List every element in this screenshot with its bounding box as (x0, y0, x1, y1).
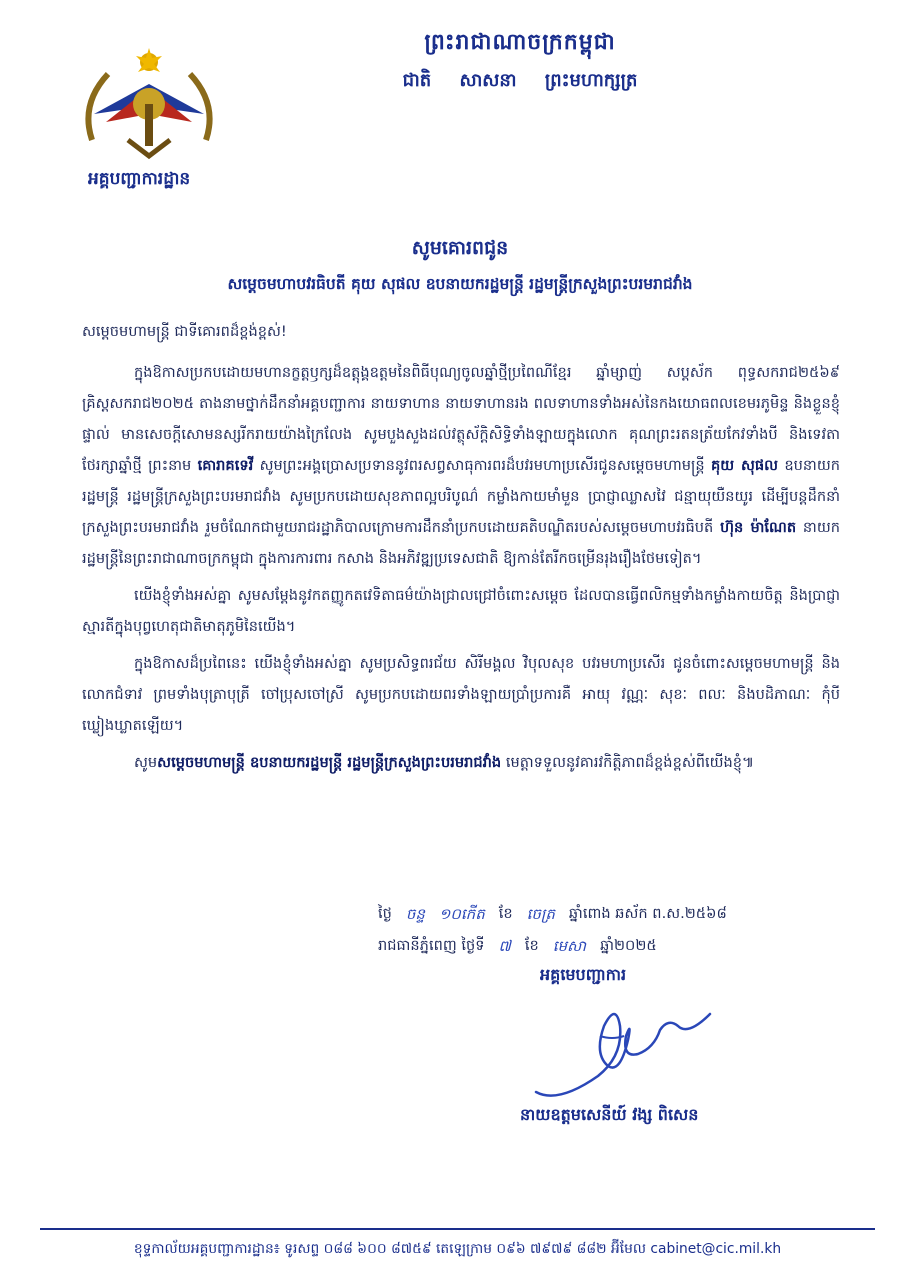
solar-month: មេសា (552, 937, 587, 955)
solar-year: ឆ្នាំ២០២៥ (600, 937, 657, 954)
recipient-block (80, 236, 840, 297)
letter-body (82, 316, 840, 784)
military-emblem-logo (78, 44, 220, 166)
p1-text-b: សូមព្រះអង្គប្រោសប្រទាននូវពរសព្វសាធុការពរដ៏បវរមហាប្រសើរជូនសម្តេចមហាមន្ត្រី (253, 457, 711, 474)
salutation: សម្តេចមហាមន្ត្រី ជាទីគោរពដ៏ខ្ពង់ខ្ពស់! (82, 323, 287, 340)
handwritten-signature (528, 996, 718, 1106)
signer-name: នាយឧត្តមសេនីយ៍ វង្ស ពិសេន (520, 1105, 699, 1124)
lunar-year: ឆ្នាំពោង ឆស័ក ព.ស.២៥៦៨ (568, 905, 727, 922)
month-prefix: ខែ (524, 937, 539, 954)
national-motto-block (300, 28, 740, 95)
paragraph-2: យើងខ្ញុំទាំងអស់គ្នា សូមសម្តែងនូវកតញ្ញូកតវេទិតាធម៌យ៉ាងជ្រាលជ្រៅចំពោះសម្តេច ដែលបានធ្វើពលិកម្មទាំងកម្លាំងកាយចិត្ត និងប្រាជ្ញាស្មារតីក្នុងបុព្វហេតុជាតិមាតុភូមិនៃយើង។ (82, 587, 840, 635)
solar-date-row (378, 930, 848, 962)
p1-text-a: ក្នុងឱកាសប្រកបដោយមហានក្ខត្តឫក្សដ៏ឧត្តុង្គឧត្តមនៃពិធីបុណ្យចូលឆ្នាំថ្មីប្រពៃណីខ្មែរ ឆ្នាំម្សាញ់ សប្តស័ក ពុទ្ធសករាជ២៥៦៩ គ្រិស្តសករាជ២០២៥ តាងនាមថ្នាក់ដឹកនាំអគ្គបញ្ជាការ នាយទាហាន នាយទាហានរង ពលទាហានទាំងអស់នៃកងយោធពលខេមរភូមិន្ទ និងខ្លួនខ្ញុំផ្ទាល់ មានសេចក្តីសោមនស្សរីករាយយ៉ាងក្រៃលែង សូមបួងសួងដល់វត្ថុស័ក្តិសិទ្ធិទាំងឡាយក្នុងលោក គុណព្រះរតនត្រ័យកែវទាំងបី និងទេវតាថែរក្សាឆ្នាំថ្មី ព្រះនាម (82, 364, 840, 474)
lunar-day: ចន្ទ (405, 905, 425, 923)
organization-name: អគ្គបញ្ជាការដ្ឋាន (88, 169, 191, 189)
footer-contact: ខុទ្ទកាល័យអគ្គបញ្ជាការដ្ឋាន៖ ទូរសព្ទ ០៨៨ ៦០០ ៨៧៥៩ តេឡេក្រាម ០៩៦ ៧៩៧៩ ៨៨២ អ៊ីមែល cabinet@cic.mil.kh (133, 1241, 782, 1257)
p1-deity-name: គោរាគទេវី (197, 457, 254, 474)
place-prefix: រាជធានីភ្នំពេញ ថ្ងៃទី (378, 937, 485, 954)
lunar-date: ១០កើត (438, 905, 485, 923)
p1-prime-minister-name: ហ៊ុន ម៉ាណែត (720, 519, 797, 536)
solar-day: ៧ (498, 937, 511, 955)
commander-title: អគ្គមេបញ្ជាការ (540, 965, 627, 984)
paragraph-1 (82, 357, 840, 574)
p1-text-d: នាយករដ្ឋមន្ត្រីនៃព្រះរាជាណាចក្រកម្ពុជា ក្នុងការការពារ កសាង និងអភិវឌ្ឍប្រទេសជាតិ ឱ្យកាន់តែរីកចម្រើនរុងរឿងថែមទៀត។ (82, 519, 840, 567)
p4-recipient-title: សម្តេចមហាមន្ត្រី ឧបនាយករដ្ឋមន្ត្រី រដ្ឋមន្ត្រីក្រសួងព្រះបរមរាជវាំង (157, 754, 502, 771)
greeting-heading: សូមគោរពជូន (411, 237, 509, 259)
kingdom-title: ព្រះរាជាណាចក្រកម្ពុជា (424, 30, 616, 55)
p4-text-a: សូម (134, 754, 158, 771)
date-block (378, 898, 848, 962)
p1-recipient-name: គុយ សុផល (711, 457, 779, 474)
lunar-prefix: ថ្ងៃ (378, 905, 392, 922)
paragraph-4 (82, 747, 840, 778)
addressee-line: សម្តេចមហាបវរធិបតី គុយ សុផល ឧបនាយករដ្ឋមន្ត្រី រដ្ឋមន្ត្រីក្រសួងព្រះបរមរាជវាំង (227, 275, 693, 293)
national-motto: ជាតិ សាសនា ព្រះមហាក្សត្រ (402, 70, 638, 91)
footer-divider (40, 1228, 875, 1230)
lunar-month-prefix: ខែ (498, 905, 513, 922)
paragraph-3: ក្នុងឱកាសដ៏ប្រពៃនេះ យើងខ្ញុំទាំងអស់គ្នា សូមប្រសិទ្ធពរជ័យ សិរីមង្គល វិបុលសុខ បវរមហាប្រសើរ ជូនចំពោះសម្តេចមហាមន្ត្រី និងលោកជំទាវ ព្រមទាំងបុត្រាបុត្រី ចៅប្រុសចៅស្រី សូមប្រកបដោយពរទាំងឡាយប្រាំប្រការគឺ អាយុ វណ្ណៈ សុខៈ ពលៈ និងបដិភាណៈ កុំបីឃ្លៀងឃ្លាតឡើយ។ (82, 655, 840, 734)
lunar-month: ចេត្រ (526, 905, 555, 923)
lunar-date-row (378, 898, 848, 930)
p4-text-c: មេត្តាទទួលនូវគារវកិត្តិភាពដ៏ខ្ពង់ខ្ពស់ពីយើងខ្ញុំ៕ (501, 754, 755, 771)
p1-text-c: ឧបនាយករដ្ឋមន្ត្រី រដ្ឋមន្ត្រីក្រសួងព្រះបរមរាជវាំង សូមប្រកបដោយសុខភាពល្អបរិបូណ៌ កម្លាំងកាយមាំមួន ប្រាជ្ញាឈ្លាសវៃ ជន្មាយុយឺនយូរ ដើម្បីបន្តដឹកនាំក្រសួងព្រះបរមរាជវាំង រួមចំណែកជាមួយរាជរដ្ឋាភិបាលក្រោមការដឹកនាំប្រកបដោយគតិបណ្ឌិតរបស់សម្តេចមហាបវរធិបតី (82, 457, 840, 536)
